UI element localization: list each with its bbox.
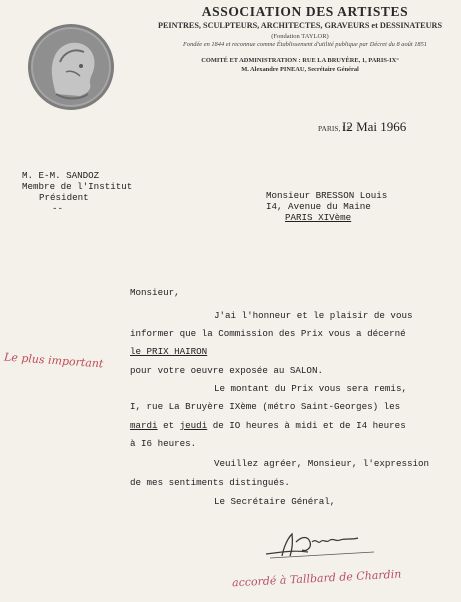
day-mardi: mardi <box>130 420 158 431</box>
sender-dashes: -- <box>52 203 64 214</box>
recipient-name: Monsieur BRESSON Louis <box>266 190 388 201</box>
and-text: et <box>157 420 180 431</box>
sender-name: M. E-M. SANDOZ <box>22 170 100 181</box>
body-line: à I6 heures. <box>130 438 197 449</box>
day-jeudi: jeudi <box>179 420 208 431</box>
body-line: pour votre oeuvre exposée au SALON. <box>130 365 323 376</box>
body-line: informer que la Commission des Prix vous a décerné <box>130 328 406 339</box>
recipient-city: PARIS XIVème <box>285 212 352 223</box>
letter-date: I2 Mai 1966 <box>342 119 407 134</box>
sender-role: Président <box>39 192 89 203</box>
body-line: Veuillez agréer, Monsieur, l'expression <box>214 458 430 469</box>
prize-name: le PRIX HAIRON <box>130 346 208 357</box>
margin-note: Le plus important <box>3 350 104 371</box>
association-title: ASSOCIATION DES ARTISTES <box>201 4 409 19</box>
signature <box>262 528 382 562</box>
sender-title: Membre de l'Institut <box>22 181 133 192</box>
committee-address: COMITÉ ET ADMINISTRATION : RUE LA BRUYÈRE, 1, PARIS-IX° <box>201 57 399 64</box>
secretary-general-line: M. Alexandre PINEAU, Secrétaire Général <box>241 66 359 73</box>
salutation: Monsieur, <box>130 287 180 298</box>
recognition-line: Fondée en 1844 et reconnue comme Établissement d'utilité publique par Décret du 8 août 1851 <box>182 41 428 48</box>
body-line: Le montant du Prix vous sera remis, <box>214 383 407 394</box>
body-line <box>130 420 406 431</box>
body-line: de mes sentiments distingués. <box>130 477 290 488</box>
date-place-label: PARIS, LE <box>318 124 352 133</box>
hours-text: de IO heures à midi et de I4 heures <box>207 420 406 431</box>
medallion-logo <box>26 22 116 112</box>
closing-line: Le Secrétaire Général, <box>214 496 336 507</box>
bottom-note: accordé à Tallbard de Chardin <box>231 567 402 590</box>
recipient-address: I4, Avenue du Maine <box>266 201 371 212</box>
foundation-line: (Fondation TAYLOR) <box>271 33 329 40</box>
association-subtitle: PEINTRES, SCULPTEURS, ARCHITECTES, GRAVEURS et DESSINATEURS <box>157 21 443 30</box>
body-line: J'ai l'honneur et le plaisir de vous <box>214 310 413 321</box>
body-line: I, rue La Bruyère IXème (métro Saint-Georges) les <box>130 401 401 412</box>
